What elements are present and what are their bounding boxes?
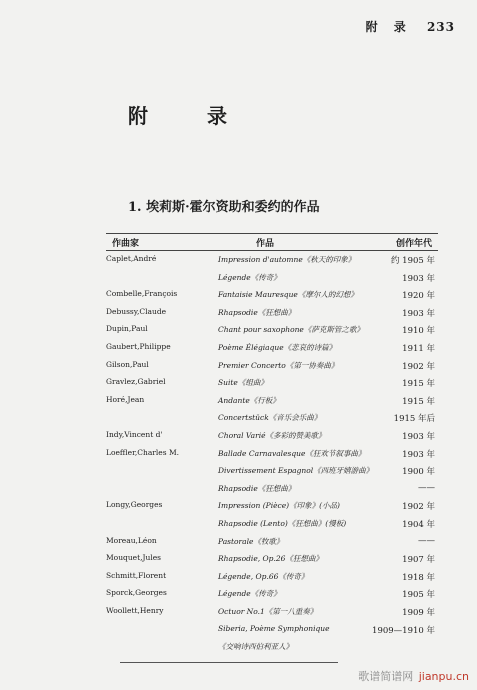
cell-composer: Caplet,André xyxy=(106,254,157,263)
cell-composer: Woollett,Henry xyxy=(106,606,164,615)
table-row xyxy=(0,588,477,606)
cell-year: 1904 年 xyxy=(402,520,435,530)
cell-year: 1915 年 xyxy=(402,379,435,390)
cell-work: Poème Élégiaque《悲哀的诗篇》 xyxy=(218,343,337,352)
watermark-text: 歌谱简谱网 xyxy=(358,670,414,683)
cell-composer: Dupin,Paul xyxy=(106,324,148,334)
table-row xyxy=(0,377,477,395)
cell-year: 1907 年 xyxy=(402,555,435,566)
table-header-rule xyxy=(106,250,438,251)
cell-composer: Gaubert,Philippe xyxy=(106,342,171,351)
cell-work: Rhapsodie《狂想曲》 xyxy=(218,307,296,317)
cell-composer: Debussy,Claude xyxy=(106,306,167,316)
cell-work: 《交响诗西伯利亚人》 xyxy=(218,642,293,652)
cell-composer: Horé,Jean xyxy=(106,394,145,404)
cell-composer: Indy,Vincent d' xyxy=(106,430,163,439)
cell-work: Légende《传奇》 xyxy=(218,589,281,599)
page-title: 附 录 xyxy=(128,104,253,128)
cell-work: Légende《传奇》 xyxy=(218,272,281,282)
cell-work: Pastorale《牧歌》 xyxy=(218,536,284,546)
watermark xyxy=(358,668,469,684)
cell-year: 1903 年 xyxy=(402,449,435,460)
cell-year: 1903 年 xyxy=(402,308,435,319)
table-row xyxy=(0,395,477,413)
table-row xyxy=(0,536,477,554)
table-row xyxy=(0,553,477,571)
cell-composer: Mouquet,Jules xyxy=(106,553,162,563)
footer-rule xyxy=(120,662,338,663)
table-header xyxy=(106,236,438,250)
cell-composer: Gravlez,Gabriel xyxy=(106,377,166,387)
cell-composer: Moreau,Léon xyxy=(106,535,157,545)
cell-year: 约 1905 年 xyxy=(390,256,435,266)
table-row xyxy=(0,307,477,325)
page-number: 233 xyxy=(426,20,455,34)
cell-work: Concertstück《音乐会乐曲》 xyxy=(218,413,322,423)
cell-year: —— xyxy=(418,482,435,493)
cell-year: 1903 年 xyxy=(402,273,435,284)
cell-composer: Loeffler,Charles M. xyxy=(106,447,180,457)
table-row xyxy=(0,518,477,536)
cell-composer: Sporck,Georges xyxy=(106,588,167,598)
cell-year: —— xyxy=(418,535,435,546)
table-row xyxy=(0,483,477,501)
watermark-site: jianpu.cn xyxy=(418,670,469,683)
cell-composer: Combelle,François xyxy=(106,289,178,299)
header-section: 附 录 xyxy=(365,20,412,34)
cell-composer: Gilson,Paul xyxy=(106,359,149,369)
cell-composer: Schmitt,Florent xyxy=(106,570,167,580)
table-row xyxy=(0,500,477,518)
cell-work: Andante《行板》 xyxy=(218,395,280,405)
cell-year: 1909—1910 年 xyxy=(372,625,435,636)
table-row xyxy=(0,641,477,659)
table-row xyxy=(0,360,477,378)
table-row xyxy=(0,412,477,430)
table-row xyxy=(0,289,477,307)
table-row xyxy=(0,465,477,483)
table-row xyxy=(0,272,477,290)
table-row xyxy=(0,448,477,466)
table-row xyxy=(0,342,477,360)
running-header xyxy=(366,18,455,35)
cell-work: Premier Concerto《第一协奏曲》 xyxy=(218,360,339,370)
cell-work: Siberia, Poème Symphonique xyxy=(218,623,330,633)
cell-year: 1910 年 xyxy=(402,326,435,337)
table-row xyxy=(0,324,477,342)
cell-year: 1902 年 xyxy=(402,361,435,372)
cell-work: Rhapsodie, Op.26《狂想曲》 xyxy=(218,554,323,564)
cell-work: Suite《组曲》 xyxy=(218,378,268,388)
cell-work: Rhapsodie (Lento)《狂想曲》(慢板) xyxy=(218,519,347,528)
cell-work: Ballade Carnavalesque《狂欢节叙事曲》 xyxy=(218,448,366,458)
cell-year: 1909 年 xyxy=(402,608,435,618)
section-heading: 1. 埃莉斯·霍尔资助和委约的作品 xyxy=(128,200,320,215)
cell-work: Chant pour saxophone《萨克斯管之歌》 xyxy=(218,325,364,335)
column-header-composer: 作曲家 xyxy=(112,239,140,249)
cell-year: 1911 年 xyxy=(402,344,435,354)
table-row xyxy=(0,430,477,448)
cell-composer: Longy,Georges xyxy=(106,500,163,510)
cell-year: 1900 年 xyxy=(402,467,435,478)
cell-year: 1918 年 xyxy=(402,572,435,583)
cell-work: Rhapsodie《狂想曲》 xyxy=(218,483,296,493)
column-header-work: 作品 xyxy=(256,239,275,249)
cell-year: 1915 年后 xyxy=(393,414,435,425)
table-row xyxy=(0,571,477,589)
column-header-year: 创作年代 xyxy=(395,239,432,249)
table-row xyxy=(0,624,477,642)
cell-work: Légende, Op.66《传奇》 xyxy=(218,571,309,581)
cell-year: 1902 年 xyxy=(402,502,435,513)
table-top-rule xyxy=(106,233,438,234)
table-row xyxy=(0,606,477,624)
cell-year: 1903 年 xyxy=(402,432,435,442)
table-row xyxy=(0,254,477,272)
cell-work: Impression (Pièce)《印象》(小品) xyxy=(218,501,340,511)
cell-work: Impression d'automne《秋天的印象》 xyxy=(218,255,356,264)
cell-year: 1905 年 xyxy=(402,590,435,601)
cell-work: Divertissement Espagnol《西班牙嬉游曲》 xyxy=(218,466,374,476)
cell-year: 1915 年 xyxy=(402,396,435,407)
cell-work: Choral Varié《多彩的赞美歌》 xyxy=(218,431,326,440)
cell-work: Octuor No.1《第一八重奏》 xyxy=(218,607,318,616)
cell-work: Fantaisie Mauresque《摩尔人的幻想》 xyxy=(218,290,358,300)
cell-year: 1920 年 xyxy=(402,291,435,302)
